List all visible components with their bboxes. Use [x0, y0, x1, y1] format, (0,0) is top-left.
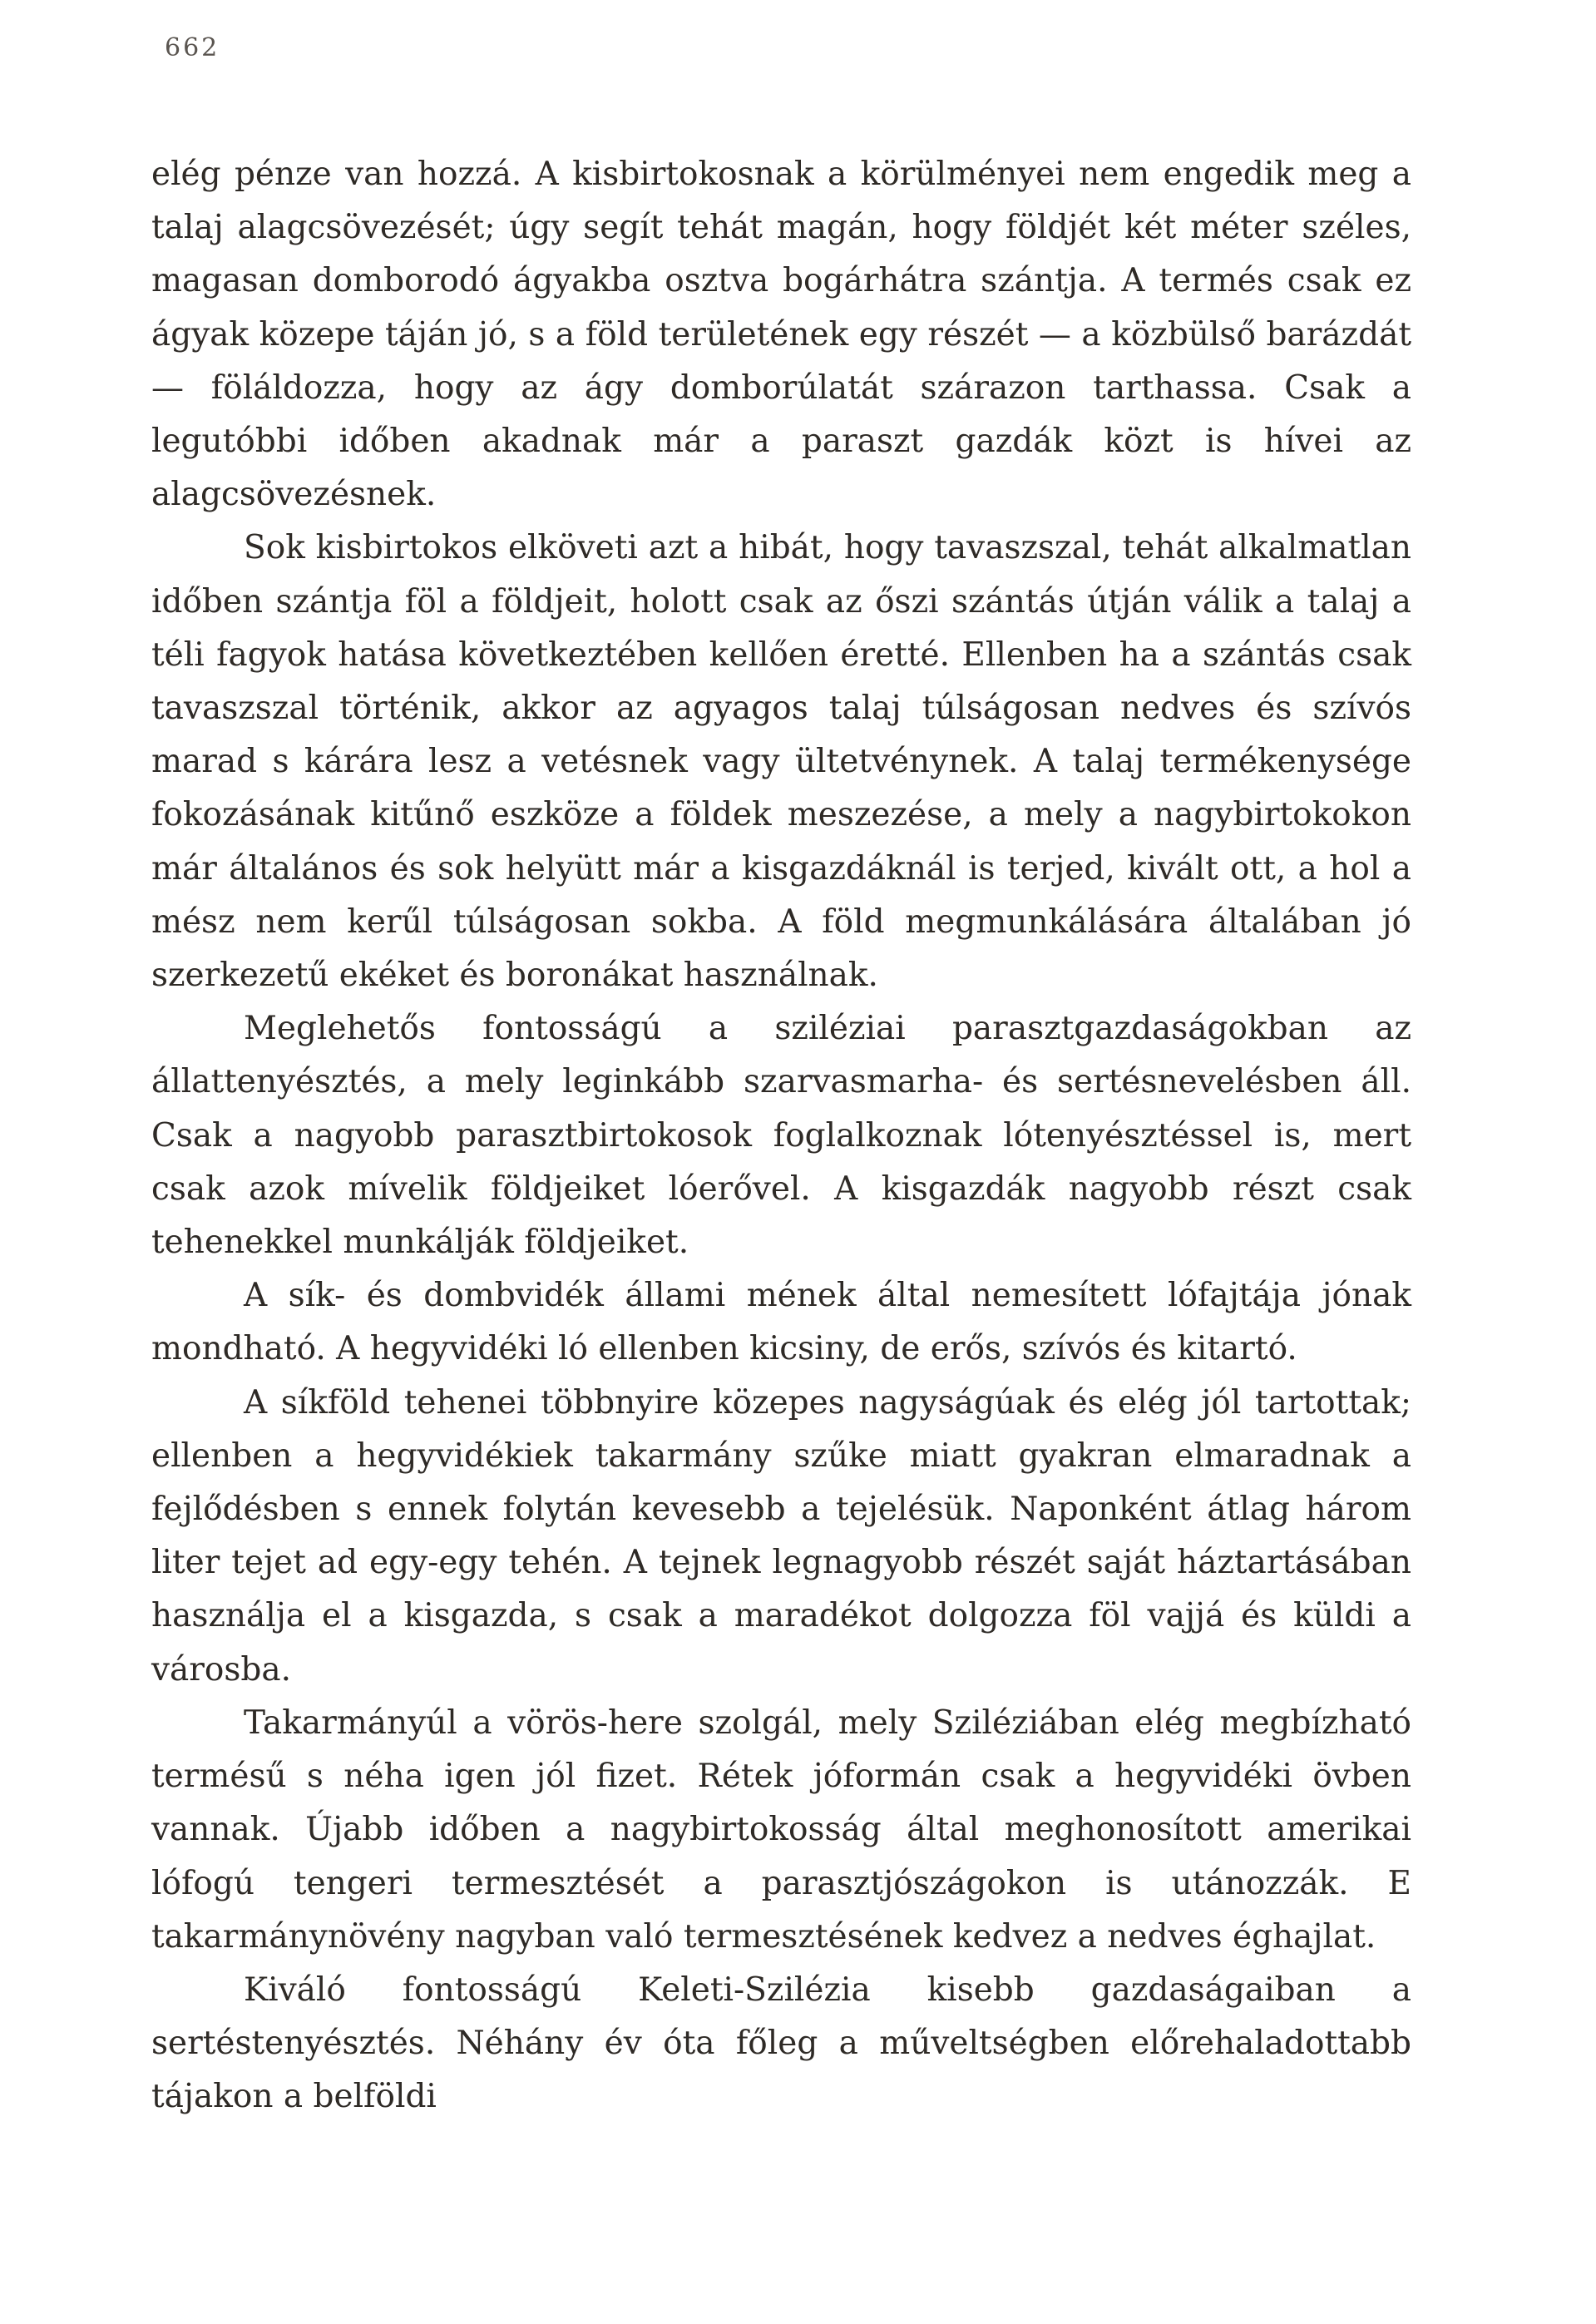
paragraph-1: elég pénze van hozzá. A kisbirtokosnak a körülményei nem engedik meg a talaj alagcsövezését; úgy segít tehát magán, hogy földjét két méter széles, magasan domborodó ágyakba osztva bogárhátra szántja. A termés csak ez ágyak közepe táján jó, s a föld területének egy részét — a közbülső barázdát — föláldozza, hogy az ágy domborúlatát szárazon tarthassa. Csak a legutóbbi időben akadnak már a paraszt gazdák közt is hívei az alagcsövezésnek.	[151, 156, 1411, 514]
page-number: 662	[165, 33, 220, 62]
paragraph-6: Takarmányúl a vörös-here szolgál, mely Sziléziában elég megbízható termésű s néha igen jól fizet. Rétek jóformán csak a hegyvidéki övben vannak. Újabb időben a nagybirtokosság által meghonosított amerikai lófogú tengeri termesztését a parasztjószágokon is utánozzák. E takarmánynövény nagyban való termesztésének kedvez a nedves éghajlat.	[151, 1703, 1411, 1956]
paragraph-2: Sok kisbirtokos elköveti azt a hibát, hogy tavaszszal, tehát alkalmatlan időben szántja föl a földjeit, holott csak az őszi szántás útján válik a talaj a téli fagyok hatása következtében kellően éretté. Ellenben ha a szántás csak tavaszszal történik, akkor az agyagos talaj túlságosan nedves és szívós marad s kárára lesz a vetésnek vagy ültetvénynek. A talaj termékenysége fokozásának kitűnő eszköze a földek meszezése, a mely a nagybirtokokon már általános és sok helyütt már a kisgazdáknál is terjed, kivált ott, a hol a mész nem kerűl túlságosan sokba. A föld megmunkálására általában jó szerkezetű ekéket és boronákat használnak.	[151, 529, 1411, 995]
paragraph-4: A sík- és dombvidék állami mének által nemesített lófajtája jónak mondható. A hegyvidéki ló ellenben kicsiny, de erős, szívós és kitartó.	[151, 1277, 1411, 1368]
paragraph-7: Kiváló fontosságú Keleti-Szilézia kisebb gazdaságaiban a sertéstenyésztés. Néhány év óta főleg a műveltségben előrehaladottabb tájakon a belföldi	[151, 1970, 1411, 2116]
body-text	[151, 148, 1411, 2124]
paragraph-5: A síkföld tehenei többnyire közepes nagyságúak és elég jól tartottak; ellenben a hegyvidékiek takarmány szűke miatt gyakran elmaradnak a fejlődésben s ennek folytán kevesebb a tejelésük. Naponként átlag három liter tejet ad egy-egy tehén. A tejnek legnagyobb részét saját háztartásában használja el a kisgazda, s csak a maradékot dolgozza föl vajjá és küldi a városba.	[151, 1383, 1411, 1689]
paragraph-3: Meglehetős fontosságú a sziléziai parasztgazdaságokban az állattenyésztés, a mely leginkább szarvasmarha- és sertésnevelésben áll. Csak a nagyobb parasztbirtokosok foglalkoznak lótenyésztéssel is, mert csak azok mívelik földjeiket lóerővel. A kisgazdák nagyobb részt csak tehenekkel munkálják földjeiket.	[151, 1010, 1411, 1262]
